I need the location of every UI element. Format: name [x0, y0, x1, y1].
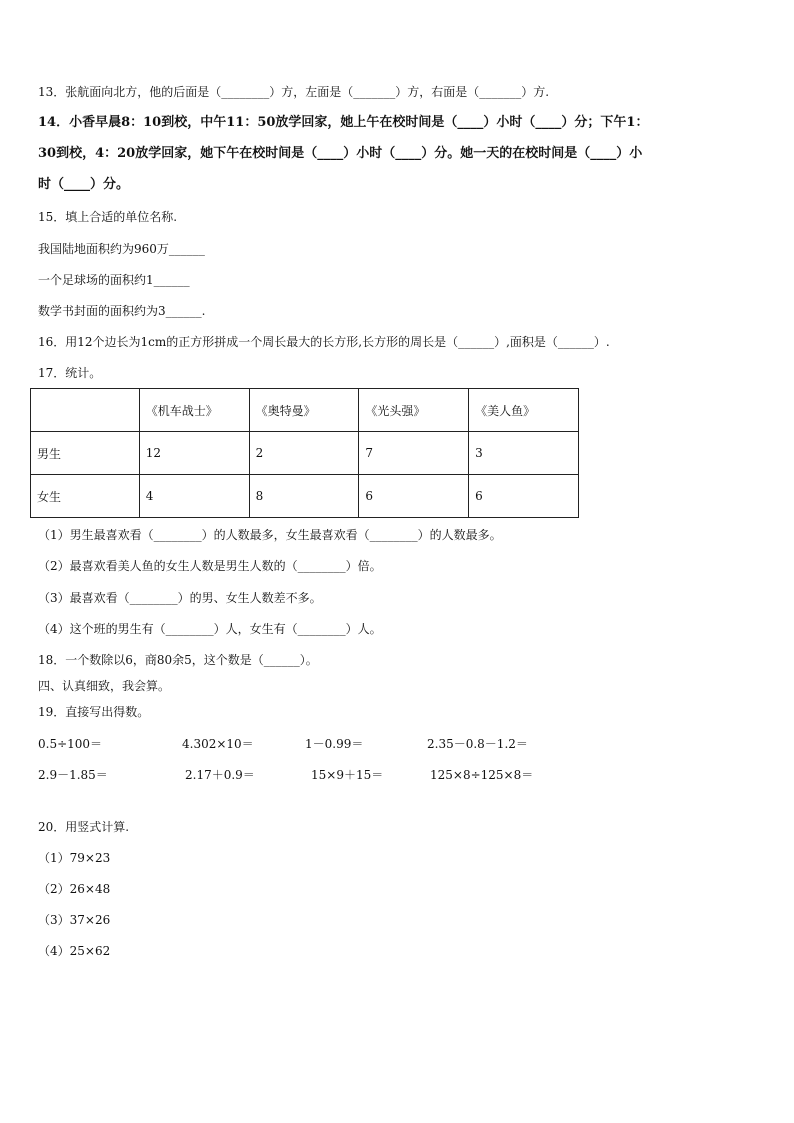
table-row — [31, 432, 579, 475]
calc-item: 1－0.99＝ — [305, 737, 364, 751]
question-20-title: 20．用竖式计算. — [38, 820, 130, 834]
table-header-row — [31, 389, 579, 432]
table-header-cell: 《光头强》 — [359, 389, 469, 432]
table-cell: 6 — [469, 475, 579, 518]
question-15-item-a: 我国陆地面积约为960万______ — [38, 242, 205, 256]
question-17-title: 17．统计。 — [38, 366, 102, 380]
table-header-cell: 《机车战士》 — [139, 389, 249, 432]
question-14-line-2: 30到校，4：20放学回家，她下午在校时间是（____）小时（____）分。她一天的在校时间是（____）小 — [38, 146, 643, 161]
table-cell: 12 — [139, 432, 249, 475]
calc-item: 2.17＋0.9＝ — [185, 768, 255, 782]
table-row — [31, 475, 579, 518]
question-19-title: 19．直接写出得数。 — [38, 705, 150, 719]
question-15-title: 15．填上合适的单位名称. — [38, 210, 178, 224]
table-cell: 6 — [359, 475, 469, 518]
table-header-cell: 《美人鱼》 — [469, 389, 579, 432]
table-cell: 8 — [249, 475, 359, 518]
calc-item: 2.9－1.85＝ — [38, 768, 108, 782]
question-15-item-b: 一个足球场的面积约1______ — [38, 273, 190, 287]
table-cell: 3 — [469, 432, 579, 475]
table-header-cell: 《奥特曼》 — [249, 389, 359, 432]
question-14-line-1: 14．小香早晨8：10到校，中午11：50放学回家，她上午在校时间是（____）小时（____）分；下午1： — [38, 115, 649, 130]
question-20-item: （3）37×26 — [38, 913, 111, 927]
calc-item: 2.35－0.8－1.2＝ — [427, 737, 528, 751]
question-20-item: （1）79×23 — [38, 851, 111, 865]
table-cell: 男生 — [31, 432, 140, 475]
statistics-table — [30, 388, 579, 518]
section-heading: 四、认真细致，我会算。 — [38, 679, 171, 693]
question-17-sub-4: （4）这个班的男生有（________）人，女生有（________）人。 — [38, 622, 382, 636]
question-17-sub-2: （2）最喜欢看美人鱼的女生人数是男生人数的（________）倍。 — [38, 559, 382, 573]
table-cell: 女生 — [31, 475, 140, 518]
table-cell: 4 — [139, 475, 249, 518]
question-20-item: （2）26×48 — [38, 882, 111, 896]
table-cell: 7 — [359, 432, 469, 475]
question-18: 18．一个数除以6，商80余5，这个数是（______）。 — [38, 653, 318, 667]
calc-item: 0.5÷100＝ — [38, 737, 103, 751]
calc-item: 4.302×10＝ — [182, 737, 254, 751]
question-20-item: （4）25×62 — [38, 944, 111, 958]
question-16: 16．用12个边长为1cm的正方形拼成一个周长最大的长方形,长方形的周长是（______）,面积是（______）. — [38, 335, 610, 349]
question-13: 13．张航面向北方，他的后面是（________）方，左面是（_______）方，右面是（_______）方. — [38, 85, 550, 99]
calc-item: 125×8÷125×8＝ — [430, 768, 534, 782]
table-cell: 2 — [249, 432, 359, 475]
question-15-item-c: 数学书封面的面积约为3______. — [38, 304, 206, 318]
calc-item: 15×9＋15＝ — [311, 768, 384, 782]
question-14-line-3: 时（____）分。 — [38, 177, 130, 192]
question-17-sub-1: （1）男生最喜欢看（________）的人数最多，女生最喜欢看（________）的人数最多。 — [38, 528, 502, 542]
question-17-sub-3: （3）最喜欢看（________）的男、女生人数差不多。 — [38, 591, 322, 605]
table-header-cell — [31, 389, 140, 432]
